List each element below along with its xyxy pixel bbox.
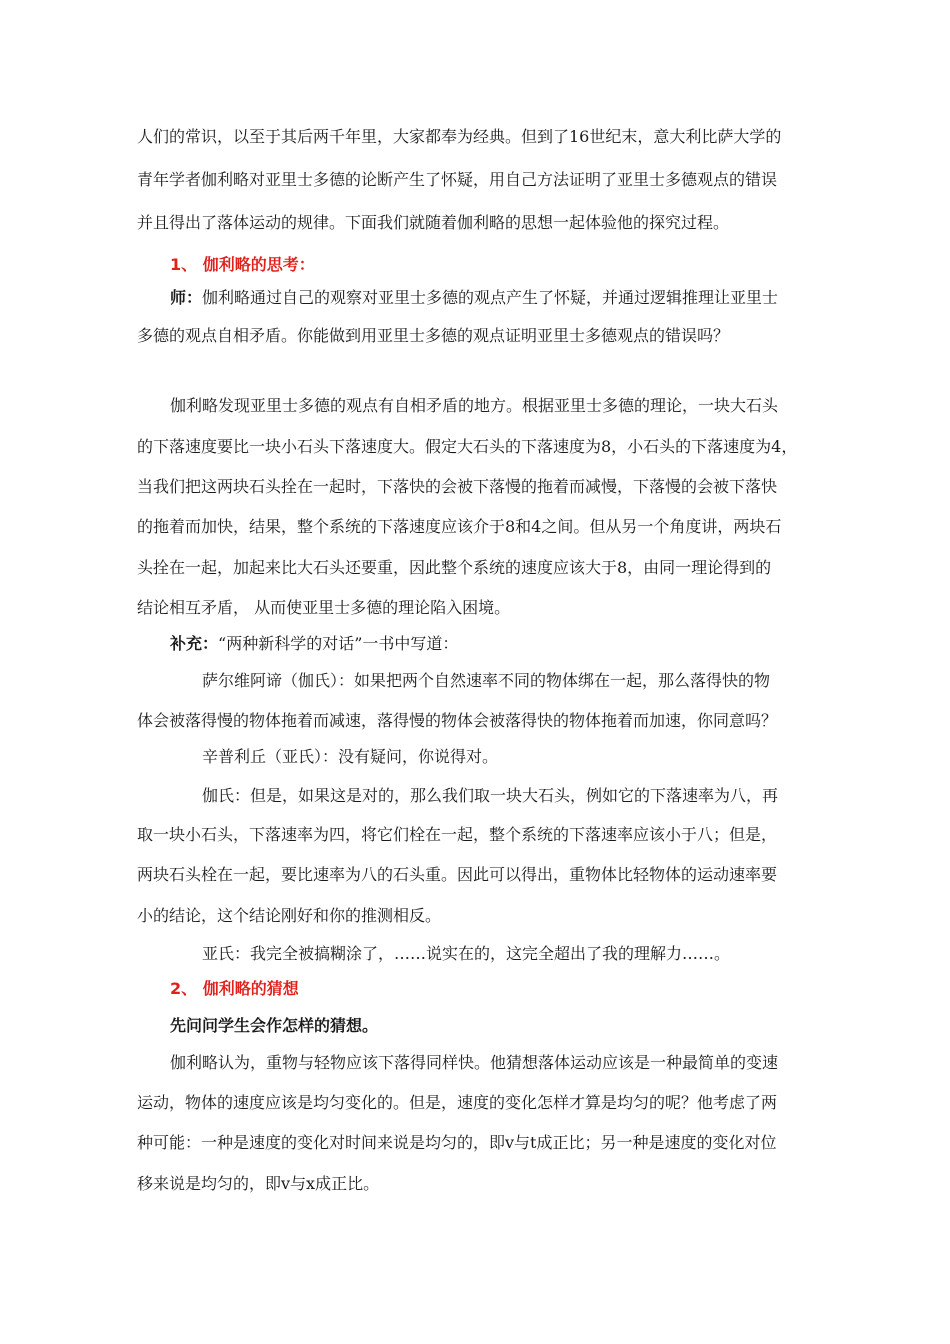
prompt-line: 先问问学生会作怎样的猜想。 <box>170 1016 379 1035</box>
paragraph-line: 运动，物体的速度应该是均匀变化的。但是，速度的变化怎样才算是均匀的呢？他考虑了两 <box>137 1093 778 1112</box>
paragraph-line: 的拖着而加快，结果，整个系统的下落速度应该介于8和4之间。但从另一个角度讲，两块石 <box>137 517 782 536</box>
supplement-label: 补充： <box>170 634 219 653</box>
dialogue-line: 小的结论，这个结论刚好和你的推测相反。 <box>137 906 442 925</box>
supplement-line <box>170 633 458 655</box>
dialogue-line: 亚氏：我完全被搞糊涂了，……说实在的，这完全超出了我的理解力……。 <box>202 944 731 963</box>
paragraph-line: 青年学者伽利略对亚里士多德的论断产生了怀疑，用自己方法证明了亚里士多德观点的错误 <box>137 170 778 189</box>
paragraph-line: 的下落速度要比一块小石头下落速度大。假定大石头的下落速度为8，小石头的下落速度为4， <box>137 437 798 456</box>
dialogue-line: 萨尔维阿谛（伽氏）：如果把两个自然速率不同的物体绑在一起，那么落得快的物 <box>202 671 771 690</box>
dialogue-line: 辛普利丘（亚氏）：没有疑问，你说得对。 <box>202 747 499 766</box>
teacher-label: 师： <box>170 288 203 307</box>
teacher-line <box>170 287 778 309</box>
paragraph-line: 并且得出了落体运动的规律。下面我们就随着伽利略的思想一起体验他的探究过程。 <box>137 213 730 232</box>
section-heading-2: 2、 伽利略的猜想 <box>170 979 299 998</box>
section-heading-1: 1、 伽利略的思考： <box>170 255 315 274</box>
dialogue-line: 两块石头栓在一起，要比速率为八的石头重。因此可以得出，重物体比轻物体的运动速率要 <box>137 865 778 884</box>
teacher-text: 伽利略通过自己的观察对亚里士多德的观点产生了怀疑，并通过逻辑推理让亚里士 <box>202 288 779 307</box>
paragraph-line: 多德的观点自相矛盾。你能做到用亚里士多德的观点证明亚里士多德观点的错误吗？ <box>137 326 730 345</box>
paragraph-line: 头拴在一起，加起来比大石头还要重，因此整个系统的速度应该大于8，由同一理论得到的 <box>137 558 772 577</box>
dialogue-line: 取一块小石头，下落速率为四，将它们栓在一起，整个系统的下落速率应该小于八；但是， <box>137 825 778 844</box>
paragraph-line: 移来说是均匀的，即v与x成正比。 <box>137 1174 380 1193</box>
paragraph-line: 人们的常识，以至于其后两千年里，大家都奉为经典。但到了16世纪末，意大利比萨大学的 <box>137 127 782 146</box>
dialogue-line: 体会被落得慢的物体拖着而减速，落得慢的物体会被落得快的物体拖着而加速，你同意吗？ <box>137 711 778 730</box>
paragraph-line: 种可能：一种是速度的变化对时间来说是均匀的，即v与t成正比；另一种是速度的变化对位 <box>137 1133 777 1152</box>
paragraph-line: 伽利略发现亚里士多德的观点有自相矛盾的地方。根据亚里士多德的理论，一块大石头 <box>170 396 779 415</box>
paragraph-line: 当我们把这两块石头拴在一起时，下落快的会被下落慢的拖着而减慢，下落慢的会被下落快 <box>137 477 778 496</box>
supplement-text: “两种新科学的对话”一书中写道： <box>218 634 459 653</box>
dialogue-line: 伽氏：但是，如果这是对的，那么我们取一块大石头，例如它的下落速率为八，再 <box>202 786 779 805</box>
paragraph-line: 结论相互矛盾， 从而使亚里士多德的理论陷入困境。 <box>137 598 511 617</box>
paragraph-line: 伽利略认为，重物与轻物应该下落得同样快。他猜想落体运动应该是一种最简单的变速 <box>170 1053 779 1072</box>
